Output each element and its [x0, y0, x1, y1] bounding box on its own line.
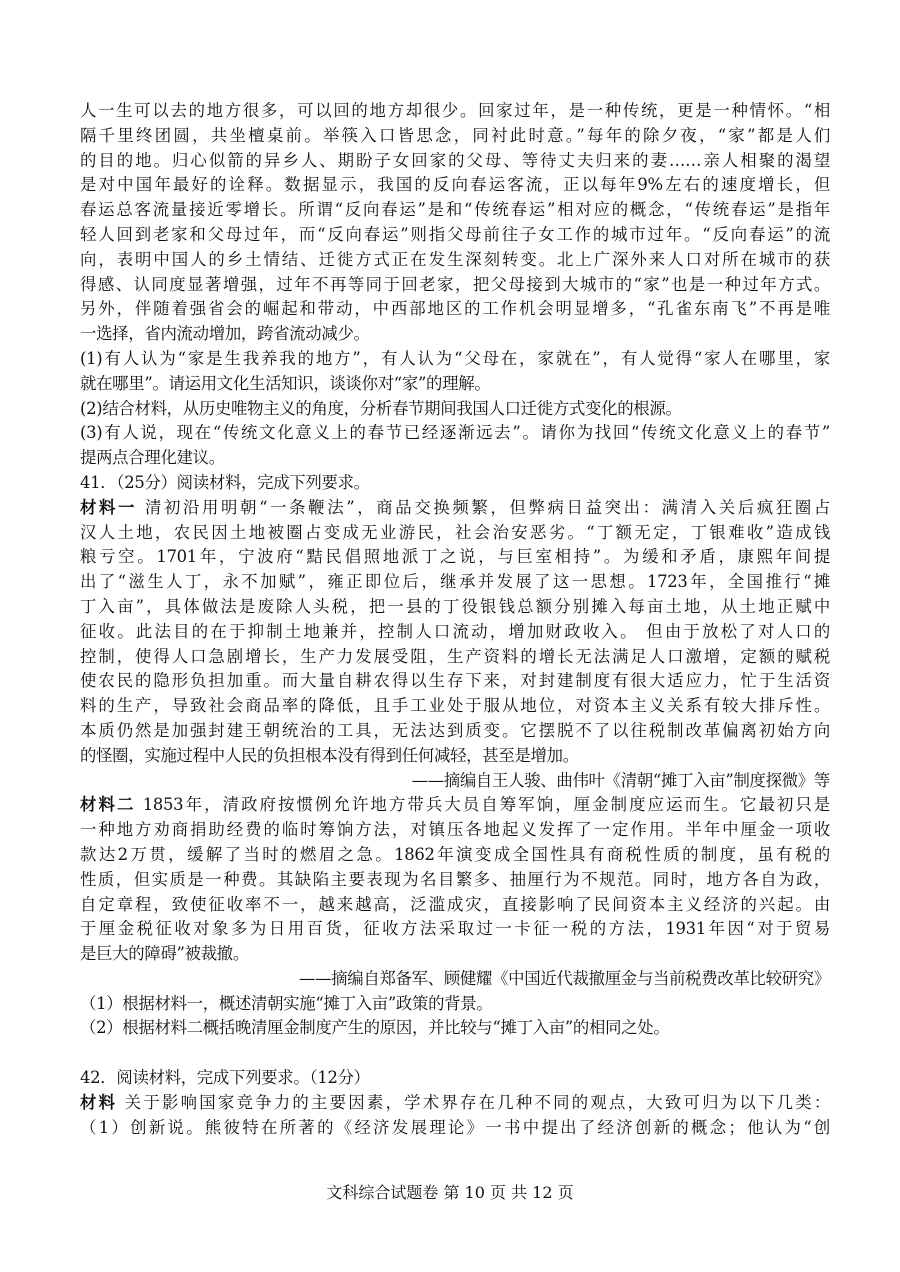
material-1-source: ——摘编自王人骏、曲伟叶《清朝“摊丁入亩”制度探微》等: [411, 770, 830, 790]
question-42: [80, 1066, 830, 1140]
material-line: 的怪圈，实施过程中人民的负担根本没有得到任何减轻，甚至是增加。: [80, 745, 579, 765]
passage-line: 轻人回到老家和父母过年，而“反向春运”则指父母前往子女工作的城市过年。“反向春运”的流: [80, 224, 830, 244]
material-2-source: ——摘编自郑备军、顾健耀《中国近代裁撤厘金与当前税费改革比较研究》: [299, 968, 830, 988]
passage-line: 另外，伴随着强省会的崛起和带动，中西部地区的工作机会明显增多，“孔雀东南飞”不再是唯: [80, 299, 830, 319]
question-40-subquestions: [80, 347, 830, 471]
material-line: 于厘金税征收对象多为日用百货，征收方法采取过一卡征一税的方法，1931年因“对于贸易: [80, 919, 830, 939]
material-line: 料的生产，导致社会商品率的降低，且手工业处于服从地位，对资本主义关系有较大排斥性。: [80, 696, 830, 716]
material-line: 是巨大的障碍”被裁撤。: [80, 944, 249, 964]
material-line: 关于影响国家竞争力的主要因素，学术界存在几种不同的观点，大致可归为以下几类：: [117, 1092, 830, 1112]
page-footer: 文科综合试题卷 第 10 页 共 12 页: [326, 1183, 574, 1202]
material-1-label: 材料一: [80, 497, 138, 517]
subquestion-line: （1）根据材料一，概述清朝实施“摊丁入亩”政策的背景。: [80, 993, 493, 1013]
material-line: 出了“滋生人丁，永不加赋”，雍正即位后，继承并发展了这一思想。1723年，全国推行“摊: [80, 572, 830, 592]
exam-page-body: [80, 99, 830, 1140]
material-line: 款达2万贯，缓解了当时的燃眉之急。1862年演变成全国性具有商税性质的制度，虽有税的: [80, 844, 830, 864]
passage-line: 是对中国年最好的诠释。数据显示，我国的反向春运客流，正以每年9%左右的速度增长，但: [80, 175, 830, 195]
subquestion-line: (3)有人说，现在“传统文化意义上的春节已经逐渐远去”。请你为找回“传统文化意义上的春节”: [80, 423, 830, 443]
material-line: （1）创新说。熊彼特在所著的《经济发展理论》一书中提出了经济创新的概念；他认为“创: [80, 1117, 830, 1137]
question-42-heading: 42．阅读材料，完成下列要求。（12分）: [80, 1068, 370, 1088]
material-line: 1853年，清政府按惯例允许地方带兵大员自筹军饷，厘金制度应运而生。它最初只是: [135, 795, 830, 815]
material-line: 征收。此法目的在于抑制土地兼并，控制人口流动，增加财政收入。 但由于放松了对人口的: [80, 621, 830, 641]
passage-line: 隔千里终团圆，共坐檀桌前。举筷入口皆思念，同衬此时意。”每年的除夕夜，“家”都是人们: [80, 125, 830, 145]
question-41-heading: 41．（25分）阅读材料，完成下列要求。: [80, 472, 370, 492]
material-line: 一种地方劝商捐助经费的临时筹饷方法，对镇压各地起义发挥了一定作用。半年中厘金一项收: [80, 820, 830, 840]
passage: [80, 99, 830, 347]
passage-line: 得感、认同度显著增强，过年不再等同于回老家，把父母接到大城市的“家”也是一种过年方式。: [80, 274, 830, 294]
subquestion-line: (2)结合材料，从历史唯物主义的角度，分析春节期间我国人口迁徙方式变化的根源。: [80, 398, 682, 418]
subquestion-line: 就在哪里”。请运用文化生活知识，谈谈你对“家”的理解。: [80, 373, 491, 393]
material-line: 本质仍然是加强封建王朝统治的工具，无法达到质变。它摆脱不了以往税制改革偏离初始方向: [80, 720, 830, 740]
material-line: 粮亏空。1701年，宁波府“黠民倡照地派丁之说，与巨室相持”。为缓和矛盾，康熙年间提: [80, 547, 830, 567]
subquestion-line: 提两点合理化建议。: [80, 448, 225, 468]
passage-line: 的目的地。归心似箭的异乡人、期盼子女回家的父母、等待丈夫归来的妻……亲人相聚的渴望: [80, 150, 830, 170]
material-label: 材料: [80, 1092, 118, 1112]
passage-line: 春运总客流量接近零增长。所谓“反向春运”是和“传统春运”相对应的概念，“传统春运”是指年: [80, 200, 830, 220]
material-line: 汉人土地，农民因土地被圈占变成无业游民，社会治安恶劣。“丁额无定，丁银难收”造成钱: [80, 522, 830, 542]
material-line: 丁入亩”，具体做法是废除人头税，把一县的丁役银钱总额分别摊入每亩土地，从土地正赋中: [80, 596, 830, 616]
subquestion-line: (1)有人认为“家是生我养我的地方”，有人认为“父母在，家就在”，有人觉得“家人在哪里，家: [80, 348, 830, 368]
material-line: 使农民的隐形负担加重。而大量自耕农得以生存下来，对封建制度有很大适应力，忙于生活资: [80, 671, 830, 691]
question-41: [80, 471, 830, 1041]
passage-line: 向，表明中国人的乡土情结、迁徙方式正在发生深刻转变。北上广深外来人口对所在城市的获: [80, 249, 830, 269]
material-line: 控制，使得人口急剧增长，生产力发展受阻，生产资料的增长无法满足人口激增，定额的赋税: [80, 646, 830, 666]
material-2-label: 材料二: [80, 795, 136, 815]
material-line: 清初沿用明朝“一条鞭法”，商品交换频繁，但弊病日益突出：满清入关后疯狂圈占: [137, 497, 830, 517]
passage-line: 人一生可以去的地方很多，可以回的地方却很少。回家过年，是一种传统，更是一种情怀。“相: [80, 101, 830, 120]
material-line: 性质，但实质是一种费。其缺陷主要表现为名目繁多、抽厘行为不规范。同时，地方各自为政，: [80, 869, 830, 889]
subquestion-line: （2）根据材料二概括晚清厘金制度产生的原因，并比较与“摊丁入亩”的相同之处。: [80, 1018, 670, 1038]
passage-line: 一选择，省内流动增加，跨省流动减少。: [80, 324, 370, 344]
material-line: 自定章程，致使征收率不一，越来越高，泛滥成灾，直接影响了民间资本主义经济的兴起。由: [80, 894, 830, 914]
